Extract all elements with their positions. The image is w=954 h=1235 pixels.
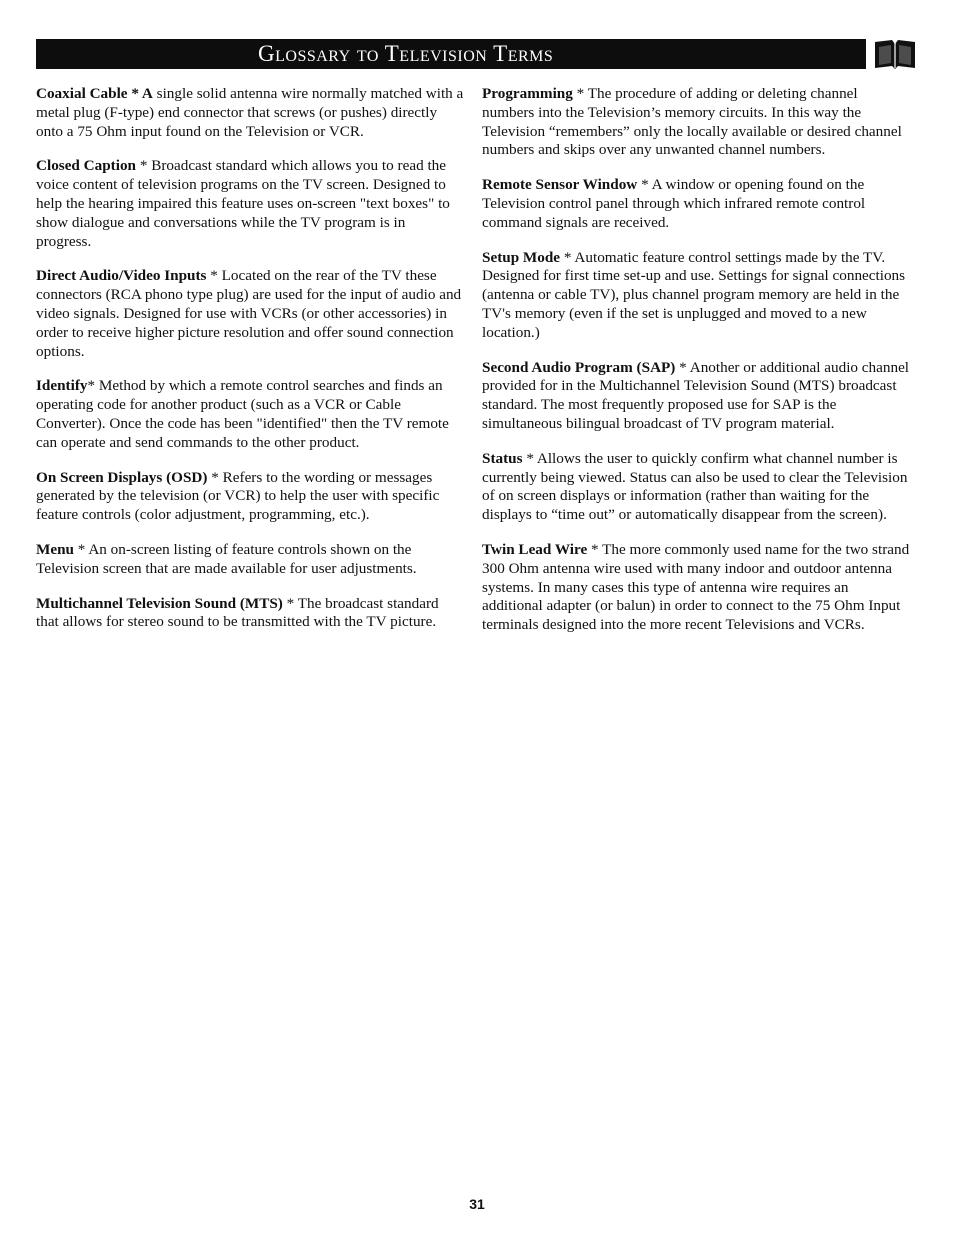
glossary-term: Remote Sensor Window xyxy=(482,176,638,194)
title-bar xyxy=(36,39,866,69)
glossary-entry xyxy=(36,85,464,141)
glossary-term: Direct Audio/Video Inputs xyxy=(36,267,207,285)
glossary-entry xyxy=(36,541,464,579)
glossary-term: Twin Lead Wire xyxy=(482,540,588,558)
glossary-definition: * Located on the rear of the TV these connectors (RCA phono type plug) are used for the input of audio and video signals. Designed for use with VCRs (or other accessories) in order to receive higher picture resolution and offer sound connection options. xyxy=(36,267,462,360)
left-column xyxy=(36,85,464,648)
glossary-term: Multichannel Television Sound (MTS) xyxy=(36,594,283,612)
glossary-term: Second Audio Program (SAP) xyxy=(482,358,676,376)
glossary-entry xyxy=(36,377,464,452)
glossary-term: Status xyxy=(482,449,523,467)
glossary-entry xyxy=(482,450,910,525)
glossary-definition: * Refers to the wording or messages generated by the television (or VCR) to help the user with specific feature controls (color adjustment, programming, etc.). xyxy=(36,468,440,524)
page-title: Glossary to Television Terms xyxy=(258,41,554,66)
glossary-entry xyxy=(482,85,910,160)
glossary-definition: * Method by which a remote control searches and finds an operating code for another product (such as a VCR or Cable Converter). Once the code has been "identified" then the TV remote can operate and send commands to the other product. xyxy=(36,377,449,451)
glossary-definition: * Another or additional audio channel provided for in the Multichannel Television Sound (MTS) broadcast standard. The most frequently proposed use for SAP is the simultaneous bilingual broadcast of TV program material. xyxy=(482,358,910,432)
glossary-entry xyxy=(482,541,910,635)
glossary-entry xyxy=(482,249,910,343)
glossary-definition: * An on-screen listing of feature controls shown on the Television screen that are made available for user adjustments. xyxy=(36,540,417,577)
page-number: 31 xyxy=(469,1196,485,1212)
glossary-definition: * A window or opening found on the Television control panel through which infrared remote control command signals are received. xyxy=(482,176,866,231)
glossary-entry xyxy=(482,359,910,434)
glossary-definition: single solid antenna wire normally matched with a metal plug (F-type) end connector that screws (or pushes) directly onto a 75 Ohm input found on the Television or VCR. xyxy=(36,85,464,140)
glossary-entry xyxy=(36,267,464,361)
glossary-entry xyxy=(36,595,464,633)
glossary-definition: * Automatic feature control settings made by the TV. Designed for first time set-up and use. Settings for signal connections (antenna or cable TV), plus channel program memory are held in the TV's memory (even if the set is unplugged and moved to a new location.) xyxy=(482,248,906,341)
glossary-entry xyxy=(482,176,910,232)
glossary-definition: * The broadcast standard that allows for stereo sound to be transmitted with the TV picture. xyxy=(36,594,439,631)
glossary-entry xyxy=(36,157,464,251)
glossary-definition: * Broadcast standard which allows you to read the voice content of television programs on the TV screen. Designed to help the hearing impaired this feature uses on-screen "text boxes" to show dialogue and conversations while the TV program is in progress. xyxy=(36,157,450,250)
glossary-term: On Screen Displays (OSD) xyxy=(36,468,208,486)
open-book-icon xyxy=(872,38,918,70)
glossary-term: Setup Mode xyxy=(482,248,561,266)
glossary-term: Coaxial Cable * A xyxy=(36,85,153,102)
glossary-term: Menu xyxy=(36,540,74,558)
glossary-term: Programming xyxy=(482,85,573,102)
glossary-entry xyxy=(36,469,464,525)
glossary-term: Identify xyxy=(36,377,88,395)
glossary-definition: * The more commonly used name for the two strand 300 Ohm antenna wire used with many indoor and outdoor antenna systems. In many cases this type of antenna wire requires an additional adapter (or balun) in order to connect to the 75 Ohm Input terminals designed into the more recent Televisions and VCRs. xyxy=(482,540,910,634)
glossary-term: Closed Caption xyxy=(36,157,137,175)
right-column xyxy=(482,85,910,651)
glossary-definition: * The procedure of adding or deleting channel numbers into the Television’s memory circuits. In this way the Television “remembers” only the locally available or desired channel numbers and skips over any unwanted channel numbers. xyxy=(482,85,902,159)
glossary-definition: * Allows the user to quickly confirm what channel number is currently being viewed. Status can also be used to clear the Television of on screen displays or information (rather than waiting for the displays to “time out” or automatically disappear from the screen). xyxy=(482,449,908,524)
